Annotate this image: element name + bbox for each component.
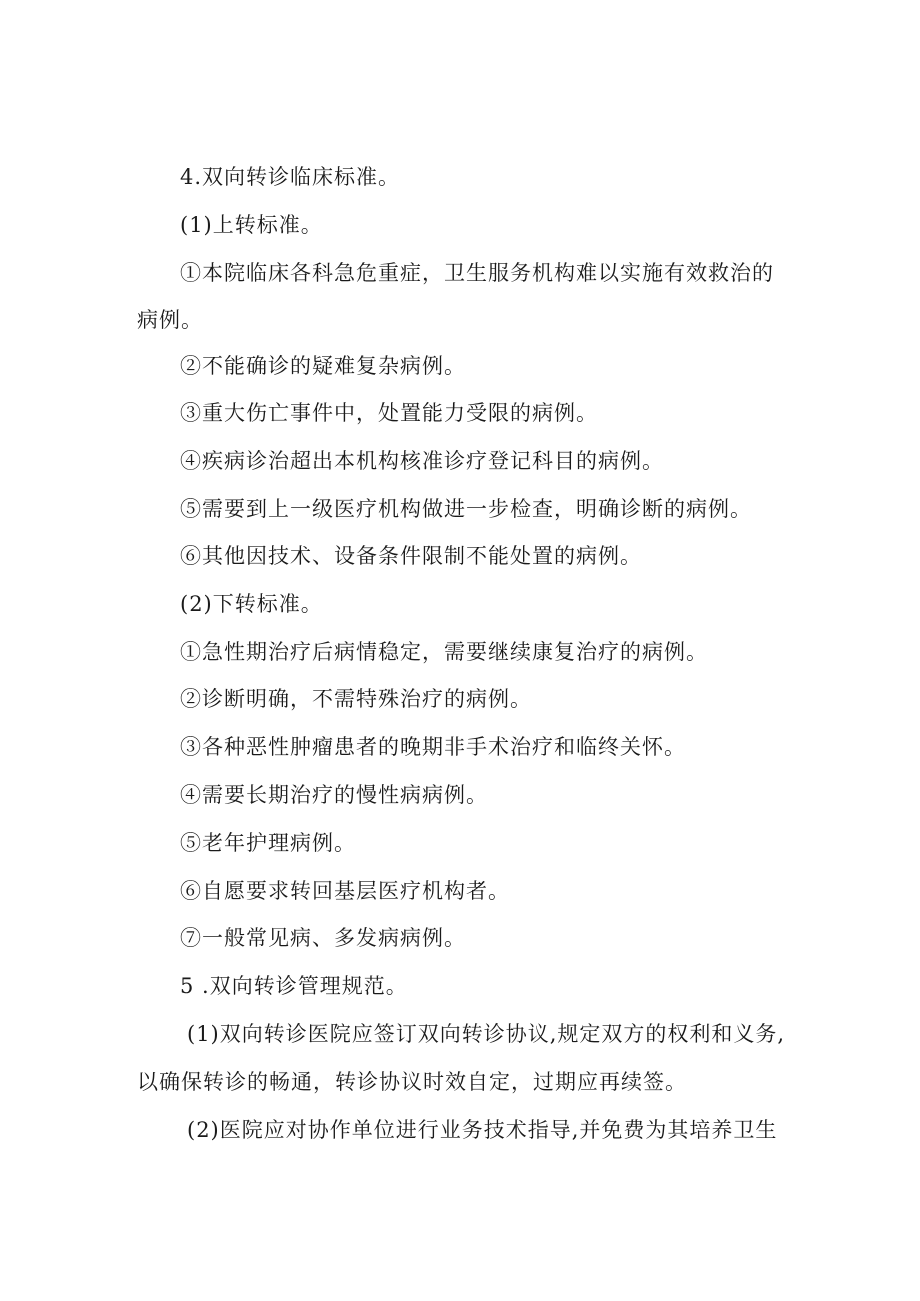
section-5-paragraph-1-line-1: (1)双向转诊医院应签订双向转诊协议,规定双方的权利和义务, xyxy=(187,1022,786,1046)
downward-item-2: ②诊断明确，不需特殊治疗的病例。 xyxy=(180,687,532,711)
upward-item-4: ④疾病诊治超出本机构核准诊疗登记科目的病例。 xyxy=(180,449,664,473)
upward-standard-heading: (1)上转标准。 xyxy=(180,213,323,237)
downward-item-1: ①急性期治疗后病情稳定，需要继续康复治疗的病例。 xyxy=(180,640,708,664)
downward-item-6: ⑥自愿要求转回基层医疗机构者。 xyxy=(180,879,510,903)
downward-standard-heading: (2)下转标准。 xyxy=(180,592,323,616)
section-4-heading: 4.双向转诊临床标准。 xyxy=(180,165,401,189)
upward-item-1-line-1: ①本院临床各科急危重症，卫生服务机构难以实施有效救治的 xyxy=(180,261,774,285)
downward-item-7: ⑦一般常见病、多发病病例。 xyxy=(180,926,466,950)
downward-item-4: ④需要长期治疗的慢性病病例。 xyxy=(180,783,488,807)
upward-item-3: ③重大伤亡事件中，处置能力受限的病例。 xyxy=(180,401,598,425)
upward-item-6: ⑥其他因技术、设备条件限制不能处置的病例。 xyxy=(180,544,642,568)
downward-item-5: ⑤老年护理病例。 xyxy=(180,831,356,855)
upward-item-2: ②不能确诊的疑难复杂病例。 xyxy=(180,354,466,378)
upward-item-1-line-2: 病例。 xyxy=(137,308,203,332)
upward-item-5: ⑤需要到上一级医疗机构做进一步检查，明确诊断的病例。 xyxy=(180,497,752,521)
section-5-paragraph-2-line-1: (2)医院应对协作单位进行业务技术指导,并免费为其培养卫生 xyxy=(187,1118,778,1142)
downward-item-3: ③各种恶性肿瘤患者的晚期非手术治疗和临终关怀。 xyxy=(180,735,686,759)
section-5-heading: 5 .双向转诊管理规范。 xyxy=(180,974,408,998)
section-5-paragraph-1-line-2: 以确保转诊的畅通，转诊协议时效自定，过期应再续签。 xyxy=(137,1070,687,1094)
